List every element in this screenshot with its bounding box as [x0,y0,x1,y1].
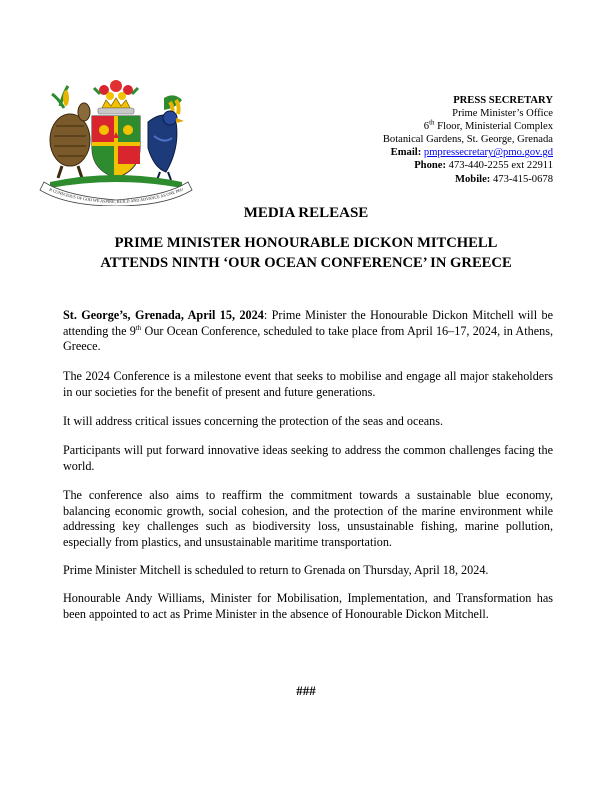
end-mark: ### [296,683,316,698]
crown [102,98,130,108]
dateline: St. George’s, Grenada, April 15, 2024 [63,308,264,322]
office-floor: 6th Floor, Ministerial Complex [423,118,553,133]
grenada-dove-supporter [148,111,184,180]
media-release-heading: MEDIA RELEASE [243,205,369,221]
phone-line: Phone: 473-440-2255 ext 22911 [414,160,553,172]
grenada-coat-of-arms-logo [36,78,196,206]
body-paragraph-1: St. George’s, Grenada, April 15, 2024: Prime Minister the Honourable Dickon Mitchell will be attending the 9th Our Ocean Conference, scheduled to take place from April 16–17, 2024, in Athens, Greece. [63,308,554,354]
body-paragraph-2: The 2024 Conference is a milestone event that seeks to mobilise and engage all major stakeholders in our societies for the benefit of present and future generations. [63,369,553,399]
crest-motto: R CONSCIOUS OF GOD WE ASPIRE, BUILD AND ADVANCE AS ONE PEO [48,186,184,204]
press-secretary-title: PRESS SECRETARY [453,95,553,106]
body-paragraph-4: Participants will put forward innovative ideas seeking to address the common challenges facing the world. [63,443,553,473]
body-paragraph-6: Prime Minister Mitchell is scheduled to return to Grenada on Thursday, April 18, 2024. [63,563,489,577]
mobile-line: Mobile: 473-415-0678 [455,173,553,185]
contact-block [303,94,553,186]
release-headline: PRIME MINISTER HONOURABLE DICKON MITCHELL ATTENDS NINTH ‘OUR OCEAN CONFERENCE’ IN GREECE [100,235,512,271]
shield [92,116,140,178]
email-link[interactable]: pmpressecretary@pmo.gov.gd [423,147,553,159]
office-address: Botanical Gardens, St. George, Grenada [382,134,553,146]
armadillo-supporter [50,103,90,178]
crest-flowers [94,80,138,100]
email-line: Email: pmpressecretary@pmo.gov.gd [390,147,553,159]
body-paragraph-5: The conference also aims to reaffirm the commitment towards a sustainable blue economy, balancing economic growth, social cohesion, and the protection of the marine environment while addressing key challenges such as biodiversity loss, unsustainable fishing, marine pollution, especially from plastics, and unsustainable maritime transportation. [63,488,553,549]
office-name: Prime Minister’s Office [452,108,553,120]
body-paragraph-7: Honourable Andy Williams, Minister for Mobilisation, Implementation, and Transformation has been appointed to act as Prime Minister in the absence of Honourable Dickon Mitchell. [63,591,553,621]
body-paragraph-3: It will address critical issues concerning the protection of the seas and oceans. [63,414,444,428]
